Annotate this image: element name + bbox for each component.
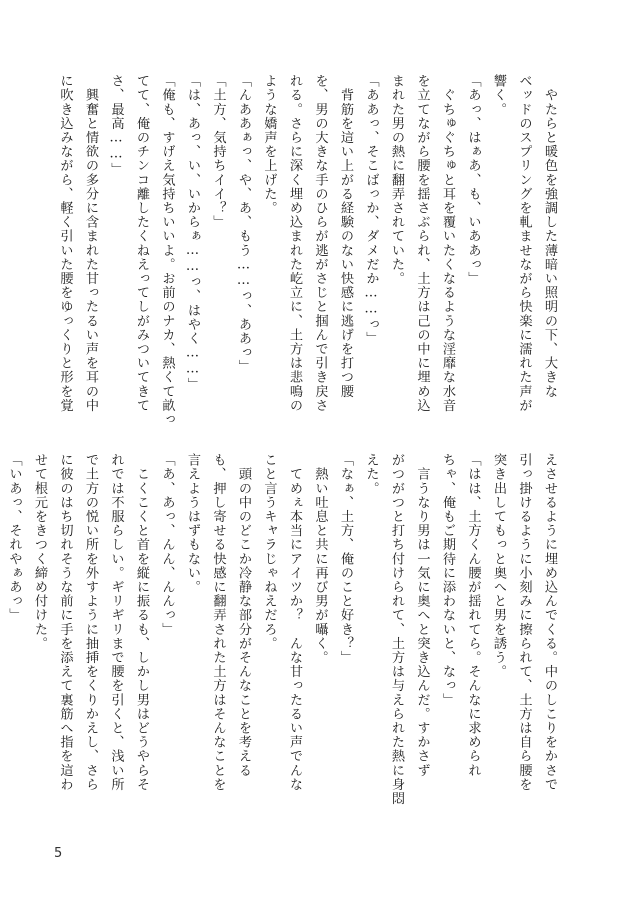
lower-text-block: えさせるように埋め込んでくる。中のしこりをかさで 引っ掛けるように小刻みに擦られて、土方は自ら腰を 突き出してもっと奥へと男を誘う。 「はは、土方くん腰が揺れてら。そんなに求められ ちゃ、俺もご期待に添わないと、なっ」 言うなり男は一気に奥へと突き込んだ。すかさず がつがつと打ち付けられて、土方は与えられた熱に身悶 えた。 「なぁ、土方、俺のこと好き？」 熱い吐息と共に再び男が囁く。 てめぇ本当にアイツか？ んな甘ったるい声でんな こと言うキャラじゃねえだろ。 頭の中のどこか冷静な部分がそんなことを考える も、押し寄せる快感に翻弄された土方はそんなことを 言えようはずもない。 「あ、あっ、んん、んんっ」 こくこくと首を縦に振るも、しかし男はどうやらそ れでは不服らしい。ギリギリまで腰を引くと、浅い所 で土方の悦い所を外すように抽挿をくりかえし、さら に彼のはち切れそうな前に手を添えて裏筋へ指を這わ せて根元をきつく締め付けた。 「いあっ、それやぁあっ」	[6, 453, 557, 806]
page-number: 5	[54, 846, 63, 861]
upper-text-block: やたらと暖色を強調した薄暗い照明の下、大きな ベッドのスプリングを軋ませながら快楽に濡れた声が 響く。 「あっ、はぁあ、も、いああっ」 ぐちゅぐちゅと耳を覆いたくなるような淫靡な水音 を立てながら腰を揺さぶられ、土方は己の中に埋め込 まれた男の熱に翻弄されていた。 「ああっ、そこばっか、ダメだか……っ」 背筋を這い上がる経験のない快感に逃げを打つ腰 を、男の大きな手のひらが逃がさじと掴んで引き戻さ れる。さらに深く埋め込まれた屹立に、土方は悲鳴の ような嬌声を上げた。 「んああぁっ、や、あ、もう……っ、ああっ」 「土方、気持ちイイ？」 「は、あっ、い、いからぁ……っ、はやく……」 「俺も、すげえ気持ちいいよ。お前のナカ、熱くて畝っ てて、俺のチンコ離したくねえってしがみついてきて さ、最高……」 興奮と情欲の多分に含まれた甘ったるい声を耳の中 に吹き込みながら、軽く引いた腰をゆっくりと形を覚	[57, 74, 557, 427]
